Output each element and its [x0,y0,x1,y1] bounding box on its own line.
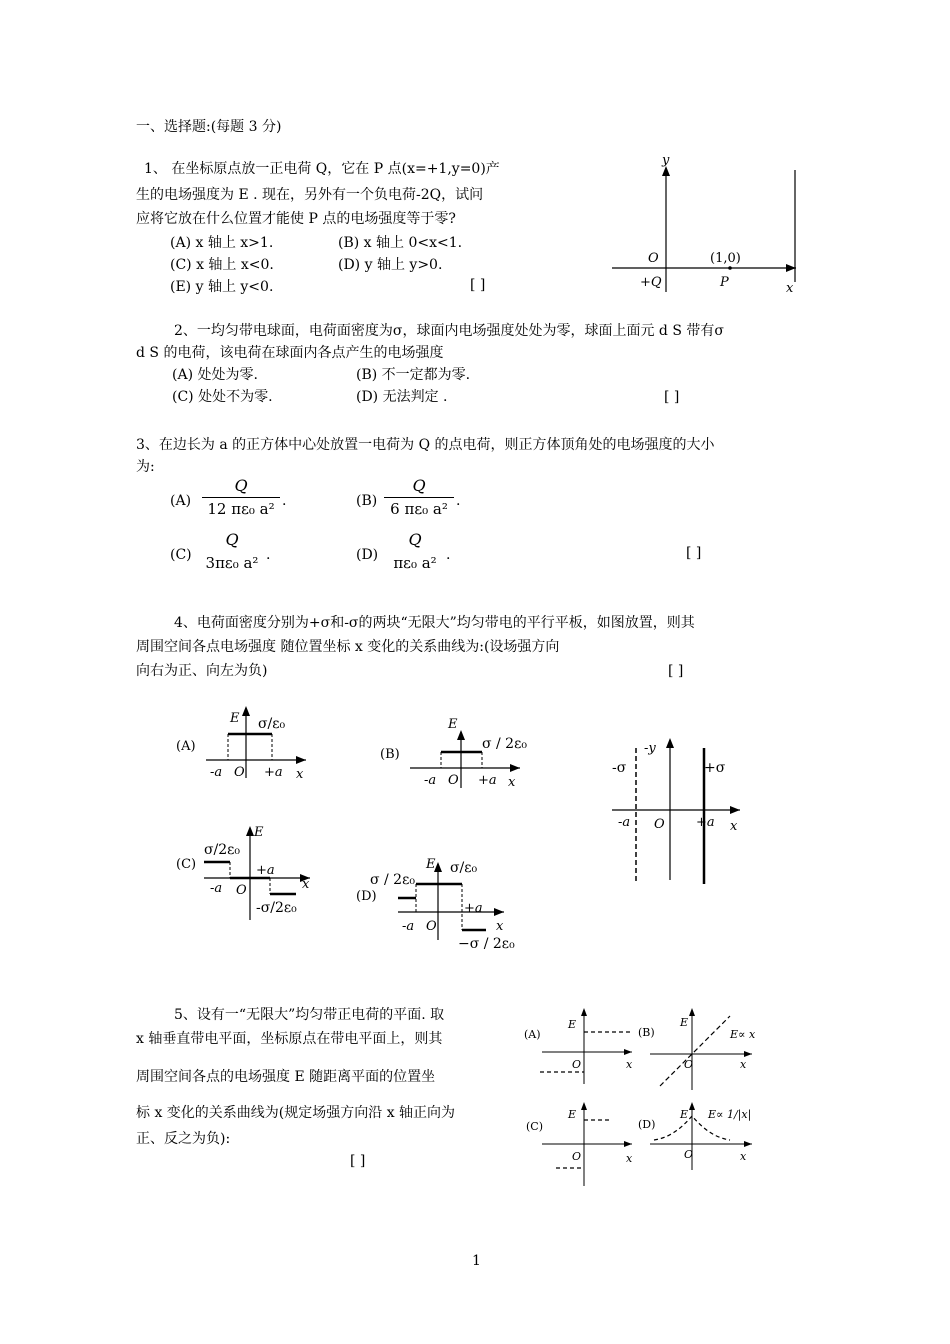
q5-answer-bracket[interactable]: [ ] [350,1153,366,1169]
q2-option-c[interactable]: (C) 处处不为零. [172,389,273,405]
svg-text:x: x [626,1058,633,1071]
svg-text:+a: +a [256,863,275,878]
q3-option-a[interactable]: (A) [170,493,192,509]
q2-option-b[interactable]: (B) 不一定都为零. [356,367,471,383]
q5-line3: 周围空间各点的电场强度 E 随距离平面的位置坐 [136,1069,436,1085]
q5-line4: 标 x 变化的关系曲线为(规定场强方向沿 x 轴正向为 [136,1105,456,1121]
svg-text:(B): (B) [638,1026,655,1039]
svg-text:x: x [740,1058,747,1071]
svg-text:-a: -a [424,773,437,788]
svg-text:O: O [234,765,245,780]
svg-text:-y: -y [644,741,656,756]
q4-answer-bracket[interactable]: [ ] [668,663,684,679]
svg-text:(A): (A) [524,1028,541,1041]
svg-text:σ/ε₀: σ/ε₀ [450,860,478,876]
svg-text:O: O [448,773,459,788]
svg-text:x: x [626,1152,633,1165]
svg-text:σ/2ε₀: σ/2ε₀ [204,842,241,858]
q1-fig-x-label: x [786,281,794,296]
svg-text:O: O [572,1058,582,1071]
svg-text:x: x [302,877,310,892]
q3-option-d[interactable]: (D) [356,547,379,563]
q3-answer-bracket[interactable]: [ ] [686,545,702,561]
q1-fig-origin: O [648,251,659,266]
q3-option-c[interactable]: (C) [170,547,192,563]
q2-line2: d S 的电荷，该电荷在球面内各点产生的电场强度 [136,345,444,361]
svg-text:-a: -a [618,815,631,830]
q5-line2: x 轴垂直带电平面，坐标原点在带电平面上，则其 [136,1031,443,1047]
q1-option-a[interactable]: (A) x 轴上 x>1. [170,235,274,251]
svg-text:x: x [508,775,516,790]
q3-dot-b: . [456,493,461,509]
svg-text:+a: +a [696,815,715,830]
q3-dot-d: . [446,547,451,563]
svg-text:+a: +a [264,765,283,780]
svg-text:σ / 2ε₀: σ / 2ε₀ [370,872,415,888]
svg-text:-σ: -σ [612,760,627,776]
svg-text:O: O [236,883,247,898]
svg-text:E: E [448,717,458,732]
q1-fig-p: P [720,275,729,290]
q4-line2: 周围空间各点电场强度 随位置坐标 x 变化的关系曲线为:(设场强方向 [136,639,560,655]
svg-text:-a: -a [210,881,223,896]
q5-graph-a [524,1008,633,1084]
q3-dot-c: . [266,547,271,563]
svg-text:(C): (C) [526,1120,543,1133]
q2-option-d[interactable]: (D) 无法判定 . [356,389,448,405]
svg-text:(D): (D) [356,889,377,904]
page-number: 1 [472,1253,481,1269]
q5-graph-d [638,1102,752,1170]
q4-line1: 4、电荷面密度分别为+σ和-σ的两块“无限大”均匀带电的平行平板，如图放置，则其 [174,615,695,631]
q3-line1: 3、在边长为 a 的正方体中心处放置一电荷为 Q 的点电荷，则正方体顶角处的电场强度的大小 [136,437,715,453]
svg-text:(C): (C) [176,857,197,872]
svg-text:E: E [426,857,436,872]
q1-line1: 1、 在坐标原点放一正电荷 Q，它在 P 点(x=+1,y=0)产 [144,161,500,177]
svg-text:x: x [730,819,738,834]
q1-option-c[interactable]: (C) x 轴上 x<0. [170,257,274,273]
svg-text:O: O [654,817,665,832]
section-title: 一、选择题:(每题 3 分) [136,119,282,135]
q5-graph-c [526,1102,633,1186]
svg-text:σ/ε₀: σ/ε₀ [258,716,286,732]
q1-line3: 应将它放在什么位置才能使 P 点的电场强度等于零? [136,211,456,227]
svg-text:−σ / 2ε₀: −σ / 2ε₀ [458,936,515,952]
svg-text:x: x [740,1150,747,1163]
q1-fig-y-label: y [662,153,670,168]
q1-answer-bracket[interactable]: [ ] [470,277,486,293]
svg-text:-σ/2ε₀: -σ/2ε₀ [256,900,297,916]
svg-text:O: O [684,1148,694,1161]
svg-text:E: E [254,825,264,840]
q3-fraction-d: Q πε₀ a² [393,530,437,572]
svg-text:O: O [684,1058,694,1071]
svg-text:(A): (A) [176,739,196,754]
q1-option-d[interactable]: (D) y 轴上 y>0. [338,257,443,273]
q2-line1: 2、一均匀带电球面，电荷面密度为σ，球面内电场强度处处为零，球面上面元 d S 带有σ [174,323,724,339]
q3-option-b[interactable]: (B) [356,493,378,509]
svg-text:E: E [230,711,240,726]
q1-fig-charge: +Q [640,275,662,290]
svg-text:O: O [426,919,437,934]
q4-line3: 向右为正、向左为负) [136,663,268,679]
q3-fraction-c: Q 3πε₀ a² [205,530,259,572]
svg-text:E: E [680,1016,689,1029]
svg-text:σ / 2ε₀: σ / 2ε₀ [482,736,527,752]
svg-text:E: E [680,1108,689,1121]
q3-fraction-a: Q 12 πε₀ a² [202,476,280,518]
svg-text:(B): (B) [380,747,400,762]
q2-answer-bracket[interactable]: [ ] [664,389,680,405]
svg-text:(D): (D) [638,1118,656,1131]
q5-line1: 5、设有一“无限大”均匀带正电荷的平面. 取 [174,1007,445,1023]
svg-text:+a: +a [478,773,497,788]
svg-text:E: E [568,1018,577,1031]
svg-text:E∝ 1/|x|: E∝ 1/|x| [708,1108,752,1121]
q5-line5: 正、反之为负): [136,1131,231,1147]
svg-text:-a: -a [210,765,223,780]
svg-text:E: E [568,1108,577,1121]
q3-dot-a: . [282,493,287,509]
svg-text:-a: -a [402,919,415,934]
svg-text:+σ: +σ [704,760,726,776]
q3-line2: 为: [136,459,155,475]
svg-text:O: O [572,1150,582,1163]
q1-option-b[interactable]: (B) x 轴上 0<x<1. [338,235,463,251]
svg-text:x: x [296,767,304,782]
q1-option-e[interactable]: (E) y 轴上 y<0. [170,279,274,295]
svg-text:+a: +a [464,901,483,916]
svg-text:x: x [496,919,504,934]
svg-text:E∝ x: E∝ x [730,1028,756,1041]
q3-fraction-b: Q 6 πε₀ a² [384,476,454,518]
q1-line2: 生的电场强度为 E . 现在，另外有一个负电荷-2Q，试问 [136,187,484,203]
q5-graph-b [638,1008,756,1090]
q2-option-a[interactable]: (A) 处处为零. [172,367,258,383]
q1-fig-point-coord: (1,0) [710,251,741,266]
